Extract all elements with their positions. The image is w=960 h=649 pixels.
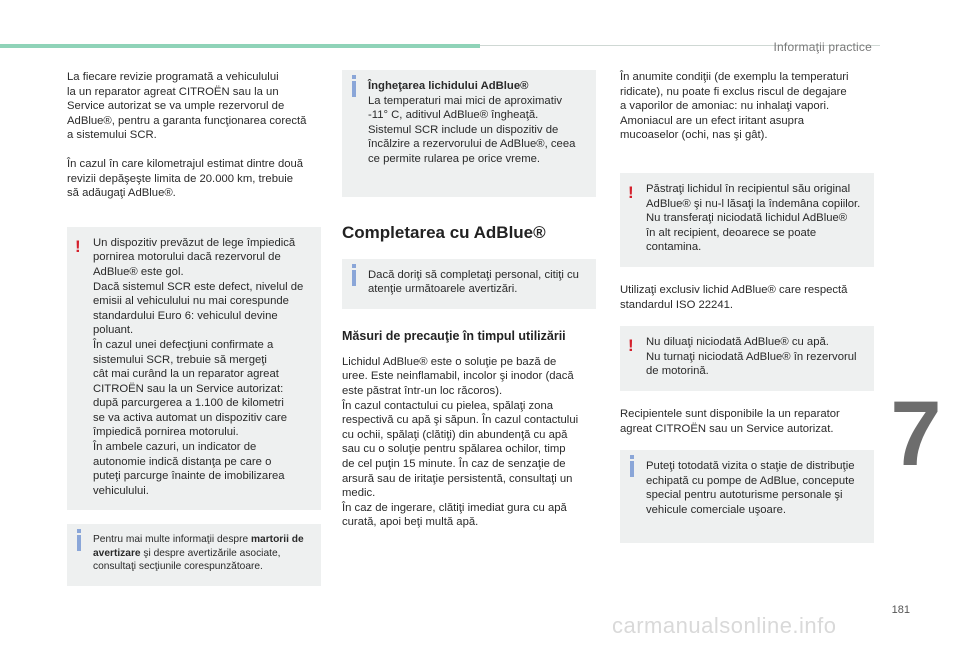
- chapter-number: 7: [890, 383, 942, 485]
- info-box-refill: [342, 259, 596, 309]
- paragraph-mileage: În cazul în care kilometrajul estimat dintre două revizii depăşeşte limita de 20.000 km, trebuie să adăugaţi AdBlue®.: [67, 157, 304, 200]
- info-icon: [352, 270, 356, 286]
- warning-icon: !: [628, 182, 634, 202]
- paragraph-iso: Utilizaţi exclusiv lichid AdBlue® care respectă standardul ISO 22241.: [620, 283, 848, 311]
- paragraph-ammonia: În anumite condiţii (de exemplu la temperaturi ridicate), nu poate fi exclus riscul de degajare a vaporilor de amoniac: nu inhalaţi vapori. Amoniacul are un efect iritant asupra mucoaselor (ochi, nas şi gât).: [620, 71, 849, 142]
- warning-text-container: Păstraţi lichidul în recipientul său original AdBlue® şi nu-l lăsaţi la îndemâna copiilor. Nu transferaţi niciodată lichidul AdBlue® în alt recipient, deoarece se poate contamina.: [646, 182, 861, 254]
- watermark-text: carmanualsonline.info: [612, 613, 837, 638]
- info-icon: [77, 535, 81, 551]
- column-middle: [342, 70, 596, 544]
- warning-text-dilute: Nu diluaţi niciodată AdBlue® cu apă. Nu turnaţi niciodată AdBlue® în rezervorul de motorină.: [646, 336, 857, 378]
- info-text-refill: Dacă doriţi să completaţi personal, citiţi cu atenţie următoarele avertizări.: [368, 268, 579, 296]
- warning-icon: !: [75, 236, 81, 256]
- info-text-part: şi despre avertizările asociate, consultaţi secţiunile corespunzătoare.: [93, 547, 281, 573]
- subheading-precautions: Măsuri de precauţie în timpul utilizării: [342, 328, 566, 343]
- warning-text-scr: Un dispozitiv prevăzut de lege împiedică pornirea motorului dacă rezervorul de AdBlue® este gol. Dacă sistemul SCR este defect, nivelul de emisii al vehiculului nu mai corespunde standardului Euro 6: vehiculul devine poluant. În cazul unei defecţiuni confirmate a sistemului SCR, trebuie să mergeţi cât mai curând la un reparator agreat CITROËN sau la un Service autorizat: după parcurgerea a 1.100 de kilometri se va activa automat un dispozitiv care împiedică pornirea motorului. În ambele cazuri, un indicator de autonomie indică distanţa pe care o puteţi parcurge înainte de imobilizarea vehiculului.: [93, 236, 304, 497]
- section-title: Informaţii practice: [773, 40, 872, 54]
- paragraph-revision: La fiecare revizie programată a vehiculului la un reparator agreat CITROËN sau la un Service autorizat se va umple rezervorul de AdBlue®, pentru a garanta funcţionarea corectă a sistemului SCR.: [67, 71, 307, 142]
- info-box-station: [620, 450, 874, 543]
- column-left: [67, 70, 321, 598]
- info-box-freezing: [342, 70, 596, 197]
- info-icon: [630, 461, 634, 477]
- info-text-bold: martorii de avertizare: [93, 534, 304, 559]
- info-text-station: Puteţi totodată vizita o staţie de distribuţie echipată cu pompe de AdBlue, concepute special pentru autoturisme personale şi vehicule comerciale uşoare.: [646, 460, 855, 516]
- header-accent-bar: [0, 44, 480, 48]
- column-right: [620, 70, 874, 555]
- warning-box-dilute: [620, 326, 874, 391]
- info-icon: [352, 81, 356, 97]
- chapter-tab: [886, 380, 946, 488]
- heading-refill: Completarea cu AdBlue®: [342, 222, 546, 242]
- paragraph-precautions: Lichidul AdBlue® este o soluţie pe bază de uree. Este neinflamabil, incolor şi inodor (dacă este păstrat într-un loc răcoros). În cazul contactului cu pielea, spălaţi zona respectivă cu apă şi săpun. În cazul contactului cu ochii, spălaţi (clătiţi) din abundenţă cu apă sau cu o soluţie pentru spălarea ochilor, timp de cel puţin 15 minute. În caz de senzaţie de arsură sau de iritaţie persistentă, consultaţi un medic. În caz de ingerare, clătiţi imediat gura cu apă curată, apoi beţi multă apă.: [342, 355, 579, 529]
- warning-icon: !: [628, 336, 634, 356]
- warning-box-scr: [67, 227, 321, 511]
- info-text-warning-lamps: [93, 533, 313, 574]
- paragraph-availability: Recipientele sunt disponibile la un reparator agreat CITROËN sau un Service autorizat.: [620, 407, 840, 435]
- info-text-part: Pentru mai multe informaţii despre: [93, 534, 251, 546]
- info-title-freezing: Îngheţarea lichidului AdBlue®: [368, 80, 529, 92]
- warning-box-container: [620, 173, 874, 267]
- info-text-freezing: La temperaturi mai mici de aproximativ -11° C, aditivul AdBlue® îngheaţă. Sistemul SCR include un dispozitiv de încălzire a rezervorului de AdBlue®, ceea ce permite rularea pe orice vreme.: [368, 94, 576, 165]
- info-box-warning-lamps: [67, 524, 321, 586]
- page-number: 181: [891, 604, 910, 616]
